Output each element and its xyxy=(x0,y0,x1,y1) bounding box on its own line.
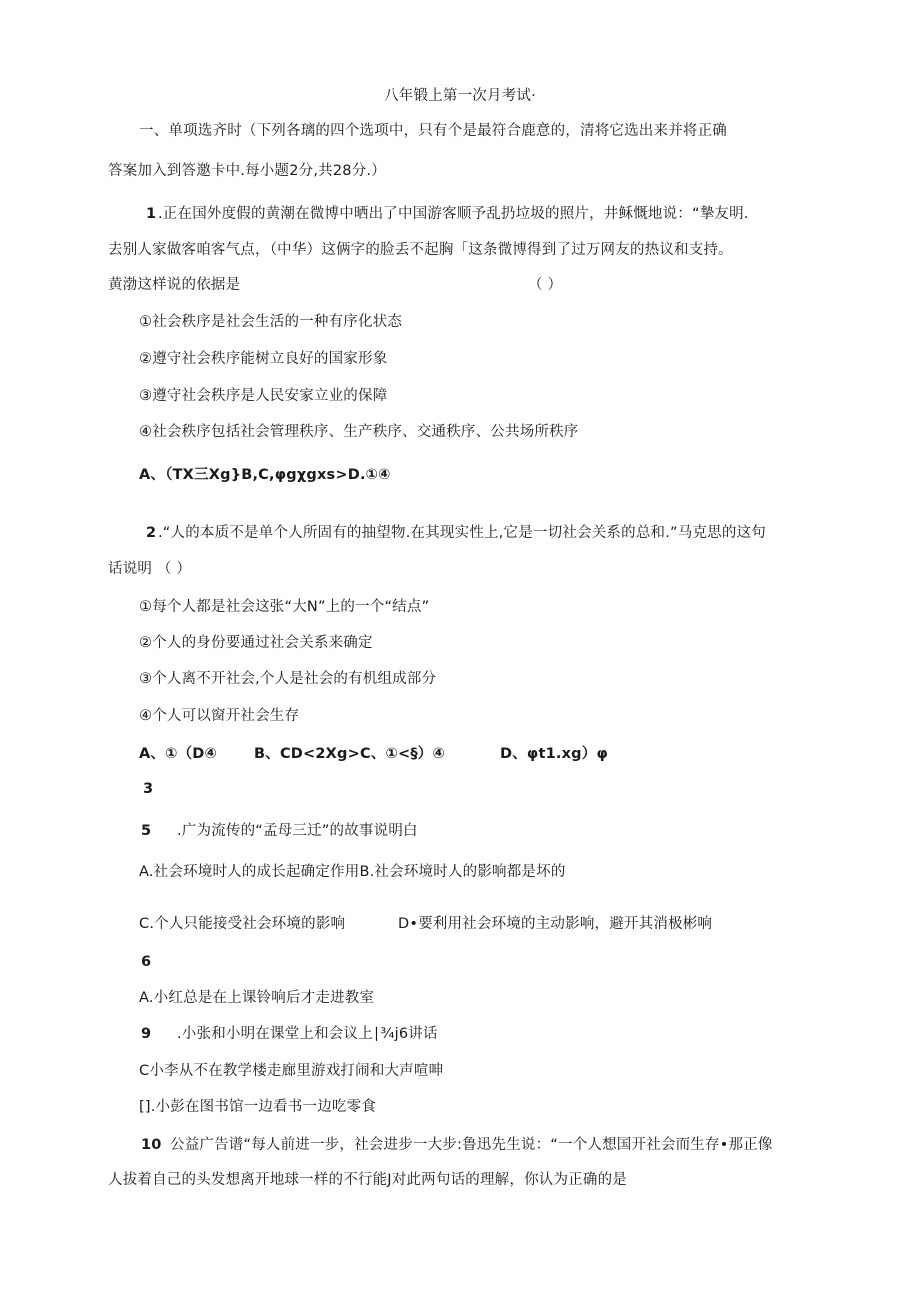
question-1-item-3: ③遵守社会秩序是人民安家立业的保障 xyxy=(139,388,388,404)
question-1-answer-paren: （ ） xyxy=(528,277,563,293)
question-6-option-a: A.小红总是在上课铃响后才走进教室 xyxy=(139,990,375,1006)
question-3-number: 3 xyxy=(143,781,154,797)
question-1-options: A、（TX三Xg}B,C,φgχgxs>D.①④ xyxy=(139,467,391,483)
question-10-line1: 公益广告谱“每人前进一步，社会进步一大步:鲁迅先生说：“一个人想国开社会而生存•那正像 xyxy=(170,1137,773,1153)
question-2-item-3: ③个人离不开社会,个人是社会的有机组成部分 xyxy=(139,671,437,687)
question-5-option-c: C.个人只能接受社会环境的影响 xyxy=(139,916,346,932)
question-5-text: .广为流传的“孟母三迁”的故事说明白 xyxy=(177,823,418,839)
question-9-number: 9 xyxy=(141,1026,152,1042)
question-1-line1: .正在国外度假的黄潮在微博中晒出了中国游客顺予乱扔垃圾的照片，井稣慨地说：“摯友明. xyxy=(158,206,749,222)
question-2-line1: .“人的本质不是单个人所固有的抽望物.在其现实性上,它是一切社会关系的总和.”马克思的这句 xyxy=(158,525,766,541)
question-1-item-2: ②遵守社会秩序能树立良好的国家形象 xyxy=(139,351,388,367)
question-1-line2: 去别人家做客咱客气点，（中华）这俩字的脸丢不起胸「这条微博得到了过万网友的热议和支持。 xyxy=(108,242,733,258)
question-2-line2: 话说明 （ ） xyxy=(108,561,192,577)
question-2-item-4: ④个人可以窗开社会生存 xyxy=(139,708,300,724)
question-5-options-ab: A.社会环境时人的成长起确定作用B.社会环境时人的影响都是坏的 xyxy=(139,864,566,880)
question-5-number: 5 xyxy=(141,823,152,839)
question-2-option-a: A、①（D④ xyxy=(139,746,218,762)
question-10-number: 10 xyxy=(141,1137,162,1153)
question-10-line2: 人拔着自己的头发想离开地球一样的不行能J对此两句话的理解，你认为正确的是 xyxy=(108,1172,627,1188)
question-2-number: 2 xyxy=(146,525,157,541)
instructions-line1: 一、单项选齐时（下列各璃的四个选项中，只有个是最符合鹿意的，清将它选出来并将正确 xyxy=(139,123,727,139)
question-2-item-2: ②个人的身份要通过社会关系来确定 xyxy=(139,635,373,651)
question-6-number: 6 xyxy=(141,954,152,970)
question-2-option-d: D、φt1.xg）φ xyxy=(500,746,608,762)
instructions-line2: 答案加入到答邀卡中.每小题2分,共28分.） xyxy=(108,163,386,179)
question-1-item-1: ①社会秩序是社会生活的一种有序化状态 xyxy=(139,314,403,330)
question-6-option-d: [].小彭在图书馆一边看书一边吃零食 xyxy=(139,1099,377,1115)
question-6-option-c: C小李从不在教学楼走廊里游戏打闹和大声喧呻 xyxy=(139,1063,444,1079)
question-5-option-d: D•要利用社会环境的主动影响，避开其消极彬响 xyxy=(398,916,713,932)
page-title: 八年锻上第一次月考试· xyxy=(384,88,536,104)
question-1-line3: 黄渤这样说的依据是 xyxy=(108,277,241,293)
question-2-option-bc: B、CD<2Xg>C、①<§）④ xyxy=(254,746,445,762)
question-9-text: .小张和小明在课堂上和会议上∣¾j6讲话 xyxy=(177,1026,438,1042)
question-1-item-4: ④社会秩序包括社会管理秩序、生产秩序、交通秩序、公共场所秩序 xyxy=(139,424,579,440)
question-2-item-1: ①每个人都是社会这张“大N”上的一个“结点” xyxy=(139,599,430,615)
question-1-number: 1 xyxy=(146,206,157,222)
